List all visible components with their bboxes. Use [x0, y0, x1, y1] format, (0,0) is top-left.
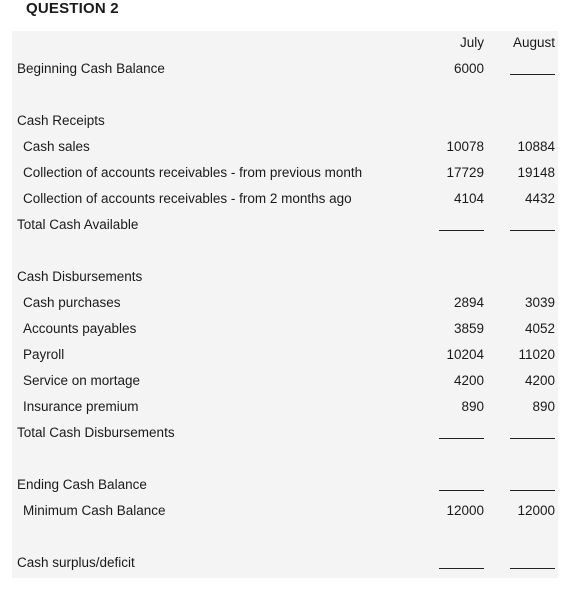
insurance-premium-label: Insurance premium	[23, 399, 139, 414]
collection-2-months-july: 4104	[453, 191, 484, 206]
minimum-cash-balance-row	[12, 500, 558, 522]
accounts-payables-row	[12, 318, 558, 340]
collection-prev-month-august: 19148	[517, 165, 555, 180]
ending-cash-balance-label: Ending Cash Balance	[17, 477, 147, 492]
total-cash-available-label: Total Cash Available	[17, 217, 139, 232]
cash-receipts-heading: Cash Receipts	[17, 113, 105, 128]
service-on-mortage-july: 4200	[453, 373, 484, 388]
beginning-cash-balance-label: Beginning Cash Balance	[17, 61, 165, 76]
beginning-cash-balance-august-blank[interactable]	[510, 74, 555, 75]
total-cash-disbursements-label: Total Cash Disbursements	[17, 425, 175, 440]
accounts-payables-july: 3859	[453, 321, 484, 336]
service-on-mortage-label: Service on mortage	[23, 373, 141, 388]
total-cash-available-august-blank[interactable]	[510, 230, 555, 231]
cash-receipts-heading-row	[12, 110, 558, 132]
cash-surplus-deficit-july-blank[interactable]	[439, 568, 484, 569]
ending-cash-balance-july-blank[interactable]	[439, 490, 484, 491]
payroll-july: 10204	[446, 347, 484, 362]
column-header-july: July	[459, 35, 484, 50]
total-cash-disbursements-row	[12, 422, 558, 444]
beginning-cash-balance-row	[12, 58, 558, 80]
cash-purchases-label: Cash purchases	[23, 295, 121, 310]
cash-sales-label: Cash sales	[23, 139, 90, 154]
total-cash-available-row	[12, 214, 558, 236]
accounts-payables-label: Accounts payables	[23, 321, 137, 336]
insurance-premium-july: 890	[461, 399, 484, 414]
minimum-cash-balance-label: Minimum Cash Balance	[23, 503, 166, 518]
cash-purchases-august: 3039	[524, 295, 555, 310]
cash-sales-august: 10884	[517, 139, 555, 154]
cash-surplus-deficit-august-blank[interactable]	[510, 568, 555, 569]
total-cash-available-july-blank[interactable]	[439, 230, 484, 231]
cash-disbursements-heading-row	[12, 266, 558, 288]
cash-budget-table	[12, 31, 558, 578]
minimum-cash-balance-july: 12000	[446, 503, 484, 518]
question-title: QUESTION 2	[26, 0, 119, 17]
collection-prev-month-row	[12, 162, 558, 184]
cash-surplus-deficit-row	[12, 552, 558, 574]
cash-surplus-deficit-label: Cash surplus/deficit	[17, 555, 135, 570]
column-header-august: August	[512, 35, 555, 50]
payroll-august: 11020	[518, 347, 555, 362]
service-on-mortage-row	[12, 370, 558, 392]
cash-purchases-row	[12, 292, 558, 314]
ending-cash-balance-row	[12, 474, 558, 496]
accounts-payables-august: 4052	[524, 321, 555, 336]
payroll-label: Payroll	[23, 347, 65, 362]
ending-cash-balance-august-blank[interactable]	[510, 490, 555, 491]
collection-prev-month-label: Collection of accounts receivables - from previous month	[23, 165, 363, 180]
insurance-premium-august: 890	[532, 399, 555, 414]
minimum-cash-balance-august: 12000	[517, 503, 555, 518]
collection-2-months-row	[12, 188, 558, 210]
service-on-mortage-august: 4200	[524, 373, 555, 388]
payroll-row	[12, 344, 558, 366]
total-cash-disbursements-august-blank[interactable]	[510, 438, 555, 439]
total-cash-disbursements-july-blank[interactable]	[439, 438, 484, 439]
column-header-row	[12, 32, 558, 54]
cash-sales-row	[12, 136, 558, 158]
collection-2-months-august: 4432	[524, 191, 555, 206]
cash-purchases-july: 2894	[453, 295, 484, 310]
beginning-cash-balance-july: 6000	[453, 61, 484, 76]
cash-disbursements-heading: Cash Disbursements	[17, 269, 143, 284]
insurance-premium-row	[12, 396, 558, 418]
collection-2-months-label: Collection of accounts receivables - from 2 months ago	[23, 191, 352, 206]
cash-sales-july: 10078	[446, 139, 484, 154]
collection-prev-month-july: 17729	[446, 165, 484, 180]
